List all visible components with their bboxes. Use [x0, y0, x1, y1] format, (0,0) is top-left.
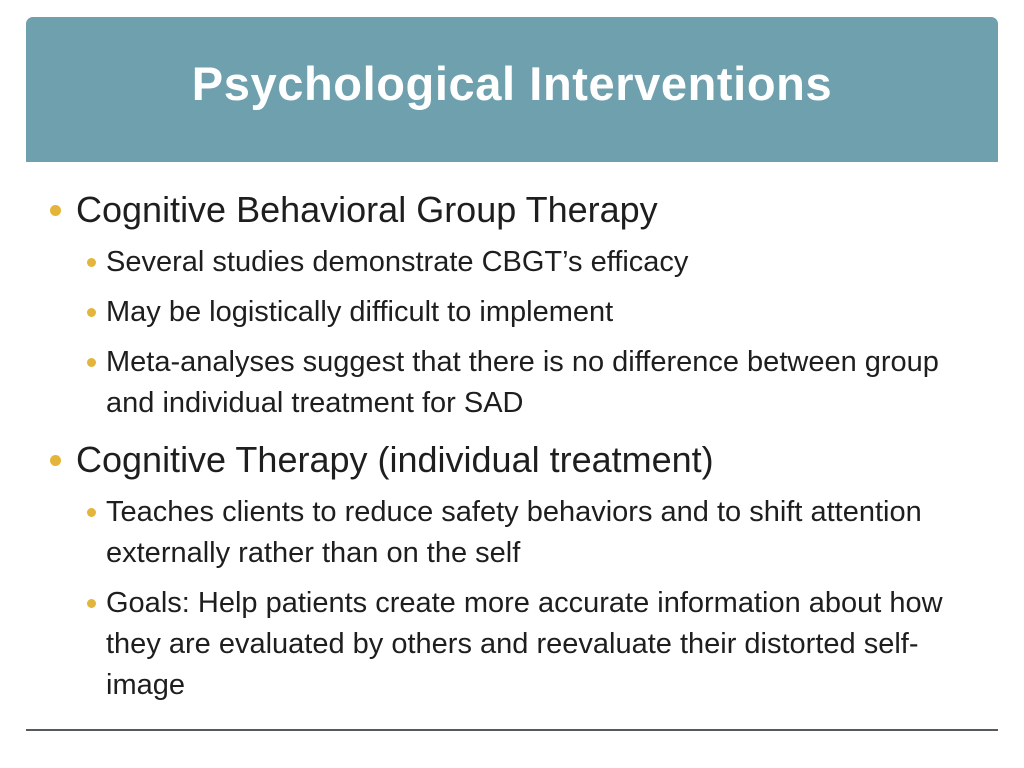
bullet-dot-icon — [87, 599, 96, 608]
sub-bullet-item — [48, 583, 988, 706]
bullet-item-cbgt — [48, 186, 988, 234]
sub-bullet-text: Teaches clients to reduce safety behaviors and to shift attention externally rather than on the self — [106, 496, 922, 569]
sub-bullet-text: May be logistically difficult to implement — [106, 296, 614, 328]
slide-title-bar — [26, 17, 998, 162]
slide-title: Psychological Interventions — [191, 57, 833, 110]
sub-bullet-item — [48, 242, 988, 283]
bullet-text: Cognitive Behavioral Group Therapy — [76, 189, 658, 230]
sub-bullet-text: Goals: Help patients create more accurate information about how they are evaluated by others and reevaluate their distorted self-image — [106, 587, 943, 701]
sub-bullet-item — [48, 292, 988, 333]
bullet-text: Cognitive Therapy (individual treatment) — [76, 439, 714, 480]
bullet-dot-icon — [87, 258, 96, 267]
bullet-item-cognitive-therapy — [48, 436, 988, 484]
bullet-dot-icon — [87, 508, 96, 517]
bullet-dot-icon — [87, 358, 96, 367]
bullet-dot-icon — [50, 205, 61, 216]
bullet-dot-icon — [87, 308, 96, 317]
footer-divider — [26, 729, 998, 731]
sub-bullet-text: Several studies demonstrate CBGT’s efficacy — [106, 246, 689, 278]
sub-bullet-item — [48, 342, 988, 424]
bullet-dot-icon — [50, 455, 61, 466]
slide-body — [48, 186, 988, 706]
sub-bullet-text: Meta-analyses suggest that there is no difference between group and individual treatment for SAD — [106, 346, 939, 419]
sub-bullet-item — [48, 492, 988, 574]
